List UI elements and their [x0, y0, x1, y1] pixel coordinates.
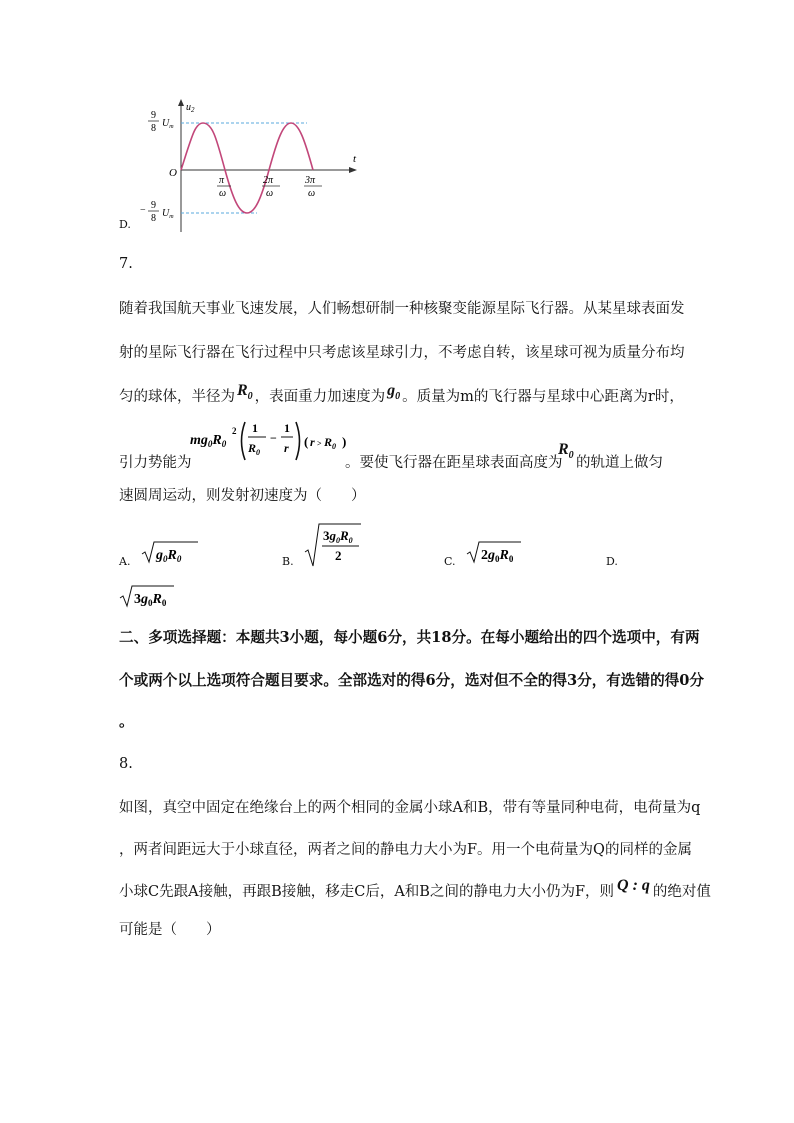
top-um-label: $U_m$ [162, 118, 174, 130]
svg-text:mg0R0: $mg_0R_0$ [190, 433, 227, 449]
tick1-num: π [219, 175, 225, 186]
option-a-label: A. [119, 555, 131, 568]
option-b-label: B. [282, 555, 294, 568]
section2-line3: 。 [119, 712, 135, 730]
svg-text:2: 2 [335, 548, 342, 563]
y-axis-arrow [178, 99, 184, 106]
q7-number: 7. [119, 256, 133, 272]
q7-line3-a: 匀的球体，半径为 [119, 389, 235, 405]
section2-line1: 二、多项选择题：本题共3小题，每小题6分，共18分。在每小题给出的四个选项中，有两 [119, 629, 700, 646]
q8-line3-a: 小球C先跟A接触，再跟B接触，移走C后，A和B之间的静电力大小仍为F，则 [119, 884, 615, 900]
top-frac-den: 8 [151, 123, 156, 134]
svg-text:g0R0: $g_0R_0$ [156, 548, 182, 564]
tick3-den: ω [308, 188, 316, 199]
tick3-num: 3π [305, 175, 316, 186]
q8-line4: 可能是（ ） [119, 922, 221, 938]
svg-text:2: 2 [232, 426, 237, 436]
svg-text:1: 1 [284, 421, 290, 435]
q8-line3-b: 的绝对值 [652, 884, 711, 900]
bottom-frac-num: 9 [151, 200, 156, 211]
option-b-formula [303, 522, 363, 568]
svg-text:): ) [342, 434, 347, 449]
svg-text:3g0R0: $3g_0R_0$ [134, 592, 167, 608]
x-axis-arrow [349, 167, 357, 173]
origin-label: O [169, 167, 177, 179]
section2-line2: 个或两个以上选项符合题目要求。全部选对的得6分，选对但不全的得3分，有选错的得0分 [119, 672, 705, 689]
tick2-den: ω [266, 188, 274, 199]
q7-line2: 射的星际飞行器在飞行过程中只考虑该星球引力，不考虑自转，该星球可视为质量分布均 [119, 345, 685, 361]
potential-energy-formula [190, 416, 355, 466]
bottom-um-label: $U_m$ [162, 208, 174, 220]
r0-symbol-2: $R_0$ [558, 441, 574, 462]
q8-number: 8. [119, 756, 133, 772]
svg-text:3g0R0: $3g_0R_0$ [323, 528, 353, 545]
option-c-formula [465, 540, 525, 566]
waveform-graph [135, 96, 365, 236]
sine-curve [181, 123, 316, 213]
q6-option-d-label: D. [119, 218, 131, 231]
option-c-label: C. [444, 555, 456, 568]
bottom-frac-den: 8 [151, 213, 156, 224]
q7-line1: 随着我国航天事业飞速发展，人们畅想研制一种核聚变能源星际飞行器。从某星球表面发 [119, 301, 685, 317]
q7-line4-b: 。要使飞行器在距星球表面高度为 [345, 455, 563, 471]
option-d-label: D. [606, 555, 618, 568]
tick2-num: 2π [263, 175, 274, 186]
q7-line3 [119, 382, 684, 408]
tick1-den: ω [219, 188, 227, 199]
x-axis-label: t [353, 153, 357, 165]
q7-line4-c: 的轨道上做匀 [576, 455, 663, 471]
r0-symbol: $R_0$ [237, 382, 253, 403]
q7-line3-b: ，表面重力加速度为 [254, 389, 386, 405]
top-frac-num: 9 [151, 110, 156, 121]
option-a-formula [140, 540, 200, 566]
option-d-formula [118, 584, 178, 610]
y-axis-label: $u_2$ [186, 102, 195, 114]
svg-text:>: > [317, 439, 322, 448]
q8-line1: 如图，真空中固定在绝缘台上的两个相同的金属小球A和B，带有等量同种电荷，电荷量为q [119, 800, 701, 816]
q7-line3-c: 。质量为m的飞行器与星球中心距离为r时， [402, 389, 684, 405]
svg-text:R0: $R_0$ [324, 435, 337, 451]
svg-text:1: 1 [252, 421, 258, 435]
bottom-sign: − [140, 205, 146, 216]
q7-line4-a: 引力势能为 [119, 455, 192, 471]
svg-text:r: r [284, 441, 289, 455]
svg-text:R0: $R_0$ [248, 441, 261, 457]
q8-line2: ，两者间距远大于小球直径，两者之间的静电力大小为F。用一个电荷量为Q的同样的金属 [119, 842, 692, 858]
g0-symbol: $g_0$ [387, 382, 401, 403]
svg-text:−: − [270, 431, 277, 445]
q8-line3 [119, 877, 711, 901]
svg-text:r: r [310, 435, 315, 449]
svg-text:(: ( [304, 434, 309, 449]
q7-line5: 速圆周运动，则发射初速度为（ ） [119, 488, 366, 504]
q-ratio-symbol: Q : q [617, 877, 650, 894]
svg-text:2g0R0: $2g_0R_0$ [481, 548, 514, 564]
